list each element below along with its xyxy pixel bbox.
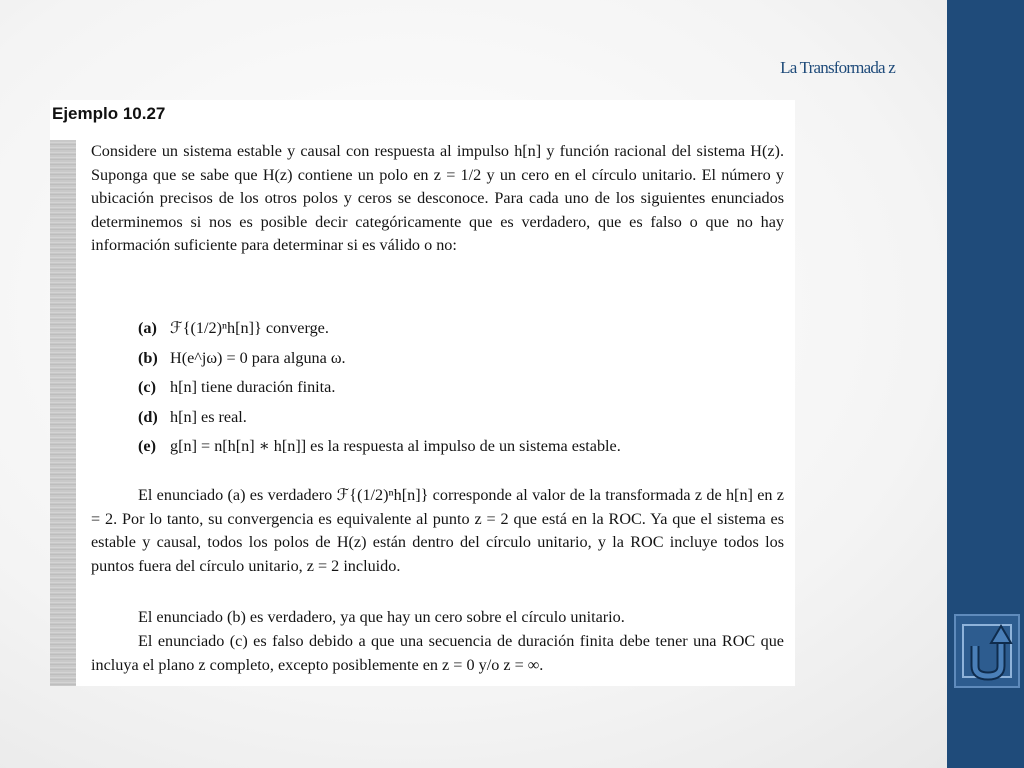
statement-e (138, 432, 778, 462)
statement-b (138, 344, 778, 374)
scanned-page (50, 100, 795, 686)
slide-title: La Transformada z (780, 58, 895, 77)
statement-text: H(e^jω) = 0 para alguna ω. (170, 348, 346, 367)
statement-label: (a) (138, 319, 157, 337)
statement-label: (b) (138, 348, 158, 367)
statement-a (138, 314, 778, 344)
statement-d (138, 403, 778, 433)
statement-text: h[n] tiene duración finita. (170, 378, 336, 396)
example-title: Ejemplo 10.27 (52, 104, 166, 123)
statement-text: ℱ{(1/2)ⁿh[n]} converge. (170, 319, 329, 337)
statement-text: h[n] es real. (170, 407, 247, 426)
answer-c: El enunciado (c) es falso debido a que una secuencia de duración finita debe tener una ROC que incluya el plano z completo, excepto posiblemente en z = 0 y/o z = ∞. (91, 632, 784, 674)
statement-list (138, 314, 778, 462)
statement-label: (e) (138, 437, 156, 455)
statement-label: (c) (138, 378, 156, 396)
back-button[interactable] (954, 614, 1020, 688)
answer-b: El enunciado (b) es verdadero, ya que hay un cero sobre el círculo unitario. (138, 608, 625, 626)
statement-text: g[n] = n[h[n] ∗ h[n]] es la respuesta al impulso de un sistema estable. (170, 437, 621, 455)
scan-binding-strip (50, 140, 76, 686)
statement-label: (d) (138, 407, 158, 426)
answer-a: El enunciado (a) es verdadero ℱ{(1/2)ⁿh[n]} corresponde al valor de la transformada z de h[n] en z = 2. Por lo tanto, su convergencia es equivalente al punto z = 2 que está en la ROC. Ya que el sistema es estable y causal, todos los polos de H(z) están dentro del círculo unitario, y la ROC incluye todos los puntos fuera del círculo unitario, z = 2 incluido. (91, 486, 784, 575)
example-intro: Considere un sistema estable y causal con respuesta al impulso h[n] y función racional del sistema H(z). Suponga que se sabe que H(z) contiene un polo en z = 1/2 y un cero en el círculo unitario. El número y ubicación precisos de los otros polos y ceros se desconoce. Para cada uno de los siguientes enunciados determinemos si nos es posible decir categóricamente que es verdadero, que es falso o que no hay información suficiente para determinar si es válido o no: (91, 142, 784, 255)
statement-c (138, 373, 778, 403)
return-arrow-icon (956, 616, 1022, 690)
